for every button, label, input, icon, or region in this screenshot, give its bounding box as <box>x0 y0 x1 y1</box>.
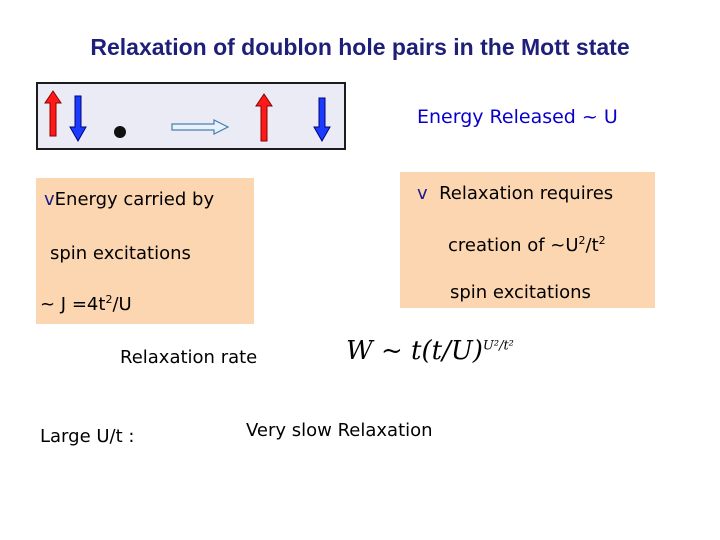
energy-released-label: Energy Released ~ U <box>417 106 618 128</box>
down-arrow-icon <box>314 98 330 141</box>
down-arrow-icon <box>70 96 86 141</box>
relaxation-requires-line: v Relaxation requires <box>417 183 614 204</box>
j-formula-line: ~ $J =4t^2/U$ <box>40 293 132 315</box>
right-arrow-icon <box>172 120 228 134</box>
doublon-hole-diagram <box>36 82 346 150</box>
energy-carried-line: vEnergy carried by <box>44 189 215 210</box>
bullet-icon: v <box>417 183 428 204</box>
up-arrow-icon <box>45 91 61 136</box>
creation-line: creation of $\sim U^2/t^2$ <box>448 234 606 256</box>
hole-dot-icon <box>114 126 126 138</box>
spin-excitations-right-line: spin excitations <box>450 282 591 303</box>
relaxation-rate-formula: W ~ $t(t/U)^{U^2/t^2}$ <box>346 336 514 366</box>
very-slow-relaxation-label: Very slow Relaxation <box>246 420 433 441</box>
bullet-icon: v <box>44 189 55 210</box>
relaxation-rate-label: Relaxation rate <box>120 347 258 368</box>
large-ut-label: Large U/t : <box>40 426 135 447</box>
spin-excitations-line: spin excitations <box>50 243 191 264</box>
slide-title: Relaxation of doublon hole pairs in the Mott state <box>90 34 630 60</box>
up-arrow-icon <box>256 94 272 141</box>
